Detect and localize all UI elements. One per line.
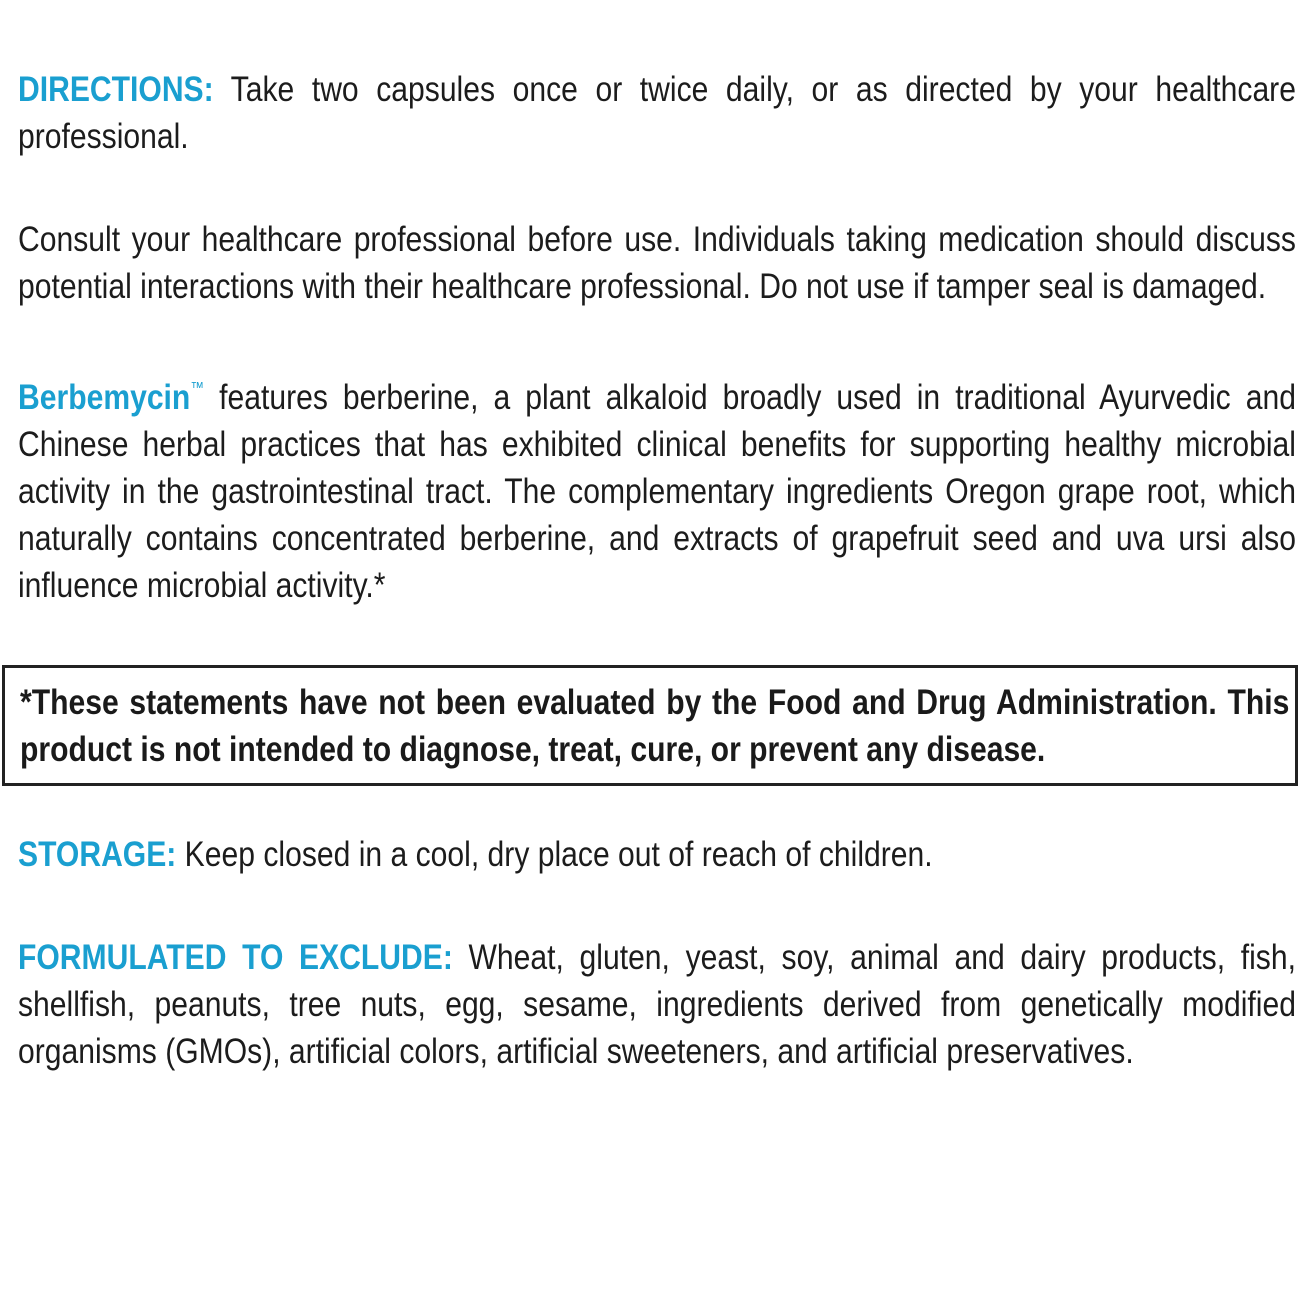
directions-text: Take two capsules once or twice daily, or as directed by your healthcare professional. xyxy=(18,70,1296,156)
exclusions-paragraph xyxy=(18,934,1296,1075)
storage-paragraph xyxy=(18,831,1296,878)
exclusions-label: FORMULATED TO EXCLUDE: xyxy=(18,938,453,977)
trademark-symbol: ™ xyxy=(190,380,205,397)
brand-name: Berbemycin xyxy=(18,378,191,417)
exclusions-text: Wheat, gluten, yeast, soy, animal and dairy products, fish, shellfish, peanuts, tree nuts, egg, sesame, ingredients derived from genetically modified organisms (GMOs), artificial colors, artificial sweeteners, and artificial preservatives. xyxy=(18,938,1296,1071)
fda-disclaimer-box xyxy=(2,665,1298,786)
warning-paragraph xyxy=(18,216,1296,310)
directions-paragraph xyxy=(18,66,1296,160)
warning-text: Consult your healthcare professional before use. Individuals taking medication should discuss potential interactions with their healthcare professional. Do not use if tamper seal is damaged. xyxy=(18,220,1296,306)
fda-disclaimer-text: *These statements have not been evaluated by the Food and Drug Administration. This product is not intended to diagnose, treat, cure, or prevent any disease. xyxy=(20,683,1290,769)
label-panel xyxy=(18,66,1296,1075)
directions-label: DIRECTIONS: xyxy=(18,70,214,109)
description-text: features berberine, a plant alkaloid broadly used in traditional Ayurvedic and Chinese herbal practices that has exhibited clinical benefits for supporting healthy microbial activity in the gastrointestinal tract. The complementary ingredients Oregon grape root, which naturally contains concentrated berberine, and extracts of grapefruit seed and uva ursi also influence microbial activity.* xyxy=(18,378,1296,605)
storage-label: STORAGE: xyxy=(18,835,177,874)
description-paragraph xyxy=(18,365,1296,609)
storage-text: Keep closed in a cool, dry place out of reach of children. xyxy=(176,835,933,874)
